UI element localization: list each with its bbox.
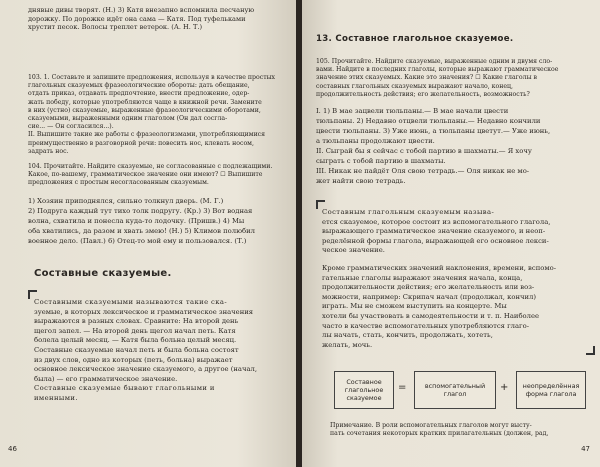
left-top-text (28, 6, 290, 32)
diagram-box-infinitive: неопределённая форма глагола (516, 371, 586, 409)
text-line: играть. Мы не сможем выступить на концерте. Мы (322, 302, 507, 311)
text-line: Составные сказуемые начал петь и была больна состоят (34, 345, 239, 354)
text-line: из двух слов, одно из которых (петь, больна) выражает (34, 355, 233, 364)
text-line: II. Выпишите такие же работы с фразеологизмами, употребляющимися (28, 131, 266, 139)
exercise-105-text (316, 106, 592, 186)
rule-composite-predicate (34, 298, 290, 404)
text-line: ределённой формы глагола, выражающей его основное лекси- (322, 236, 549, 245)
rule-auxiliary-verbs (322, 264, 592, 350)
text-line: продолжительности действия; его желательность или воз- (322, 283, 535, 292)
text-line: ется сказуемое, которое состоит из вспомогательного глагола, (322, 217, 551, 226)
text-line: Составными сказуемыми называются такие ска- (34, 298, 228, 306)
text-line: 105. Прочитайте. Найдите сказуемые, выраженные одним и двумя сло- (316, 58, 553, 65)
note (330, 422, 592, 438)
text-line: а тюльпаны продолжают цвести. (316, 137, 435, 145)
text-line: III. Никак не пайдёт Оля свою тетрадь.— Оля никак не мо- (316, 167, 530, 175)
left-page (0, 0, 296, 467)
text-line: задрать нос. (28, 147, 69, 155)
text-line: отдать приказ, отдавать предпочтение, внести предложение, одер- (28, 90, 250, 98)
text-line: основное лексическое значение сказуемого, а другое (начал, (34, 365, 258, 374)
text-line: Примечание. В роли вспомогательных глаголов могут высту- (330, 422, 532, 429)
text-line: днявые дивы творят. (Н.) 3) Катя внезапно вспомнила песчаную (28, 6, 255, 14)
diagram-box-auxiliary: вспомогательный глагол (414, 371, 496, 409)
text-line: гательные глаголы выражают значения начала, конца, (322, 273, 523, 282)
section-title: 13. Составное глагольное сказуемое. (316, 34, 514, 44)
text-line: часто в качестве вспомогательных употребляются глаго- (322, 321, 529, 330)
text-line: жет найти свою тетрадь. (316, 177, 406, 185)
text-line: щегол запел. — На второй день щегол начал петь. Катя (34, 326, 236, 335)
text-line: выражаются в разных словах. Сравните: На второй день (34, 317, 239, 326)
text-line: предложения с простым несогласованным сказуемым. (28, 179, 209, 187)
text-line: в них (устно) сказуемые, выраженные фразеологическими оборотами, (28, 106, 261, 114)
text-line: сие... — Он согласился...). (28, 123, 114, 131)
text-line: дорожку. По дорожке идёт она сама — Катя. Под туфельками (28, 14, 246, 23)
text-line: ческое значение. (322, 246, 385, 255)
text-line: зуемые, в которых лексическое и грамматическое значения (34, 307, 254, 316)
diagram-box-composite: Составное глагольное сказуемое (334, 371, 394, 409)
right-page (302, 0, 600, 467)
text-line: сказуемыми, выраженными одним глаголом (Он дал сосгла- (28, 115, 228, 123)
text-line: преимущественно в разговорной речи: повесить нос, клевать носом, (28, 139, 254, 147)
text-line: военное дело. (Павл.) 6) Отец-то мой ему и пользовался. (Т.) (28, 237, 247, 245)
text-line: 104. Прочитайте. Найдите сказуемые, не согласованные с подлежащими. (28, 163, 273, 170)
text-line: Кроме грамматических значений наклонения, времени, вспомо- (322, 264, 556, 272)
text-line: именными. (34, 393, 78, 402)
text-line: выражающего грамматическое значение сказуемого, и неоп- (322, 227, 546, 236)
text-line: Составным глагольным сказуемым называ- (322, 208, 495, 216)
exercise-103 (28, 74, 290, 156)
diagram-plus: + (500, 382, 509, 393)
text-line: цвести тюльпаны. 3) Уже июнь, а тюльпаны цветут.— Уже июнь, (316, 127, 551, 135)
text-line: пать сочетания некоторых кратких прилагательных (должен, рад, (330, 430, 549, 438)
text-line: продолжительность действия; его желательность, возможность? (316, 90, 530, 98)
diagram-equals: = (398, 382, 407, 393)
text-line: значение этих сказуемых. Какие это значения? ☐ Какие глаголы в (316, 74, 537, 82)
text-line: можности, например: Скрипач начал (продолжал, кончил) (322, 292, 536, 301)
text-line: вами. Найдите в последних глаголы, которые выражают грамматическое (316, 66, 559, 74)
predicate-diagram (334, 367, 586, 413)
text-line: 103. 1. Составьте и запишите предложения, используя в качестве простых (28, 74, 276, 81)
rule-corner-marker (586, 346, 595, 355)
text-line: Какое, по-вашему, грамматическое значение они имеют? ☐ Выпишите (28, 171, 263, 179)
text-line: Составные сказуемые бывают глагольными и (34, 384, 215, 393)
text-line: 2) Подруга каждый тут тихо толк подругу. (Кр.) 3) Вот водная (28, 207, 253, 215)
text-line: желать, мочь. (322, 340, 373, 349)
text-line: 1) Хозяин приподнялся, сильно толкнул дверь. (М. Г.) (28, 197, 224, 205)
exercise-104-text (28, 196, 290, 246)
text-line: лы начать, стать, кончить, продолжать, хотеть, (322, 331, 493, 340)
text-line: волна, схватила и понесла куда-то лодочку. (Пришв.) 4) Мы (28, 217, 245, 225)
text-line: II. Сыграй бы я сейчас с тобой партию в шахматы.— Я хочу (316, 147, 532, 155)
text-line: сыграть с тобой партию в шахматы. (316, 157, 446, 165)
text-line: хотели бы участвовать в самодеятельности и т. п. Наиболее (322, 311, 539, 320)
page-number: 46 (8, 445, 17, 453)
text-line: жать победу, которые употребляются чаще в книжной речи. Замените (28, 98, 262, 106)
text-line: болела целый месяц. — Катя была больна целый месяц. (34, 336, 237, 345)
rule-verbal-predicate (322, 208, 592, 256)
text-line: оба хватились, да разом и хвать змею! (Н.) 5) Климов полюбил (28, 227, 255, 235)
section-title: Составные сказуемые. (34, 268, 172, 279)
text-line: тюльпаны. 2) Недавно отцвели тюльпаны.— Недавно кончили (316, 117, 541, 125)
text-line: I. 1) В мае зацвели тюльпаны.— В мае начали цвести (316, 107, 509, 115)
exercise-105 (316, 58, 592, 99)
exercise-104 (28, 163, 290, 188)
page-number: 47 (581, 445, 590, 453)
text-line: составных глагольных сказуемых выражают начало, конец, (316, 82, 514, 90)
text-line: глагольных сказуемых фразеологические обороты: дать обещание, (28, 82, 250, 90)
text-line: хрустит песок. Волосы треплет ветерок. (А. Н. Т.) (28, 23, 203, 32)
text-line: была) — его грамматическое значение. (34, 374, 178, 383)
